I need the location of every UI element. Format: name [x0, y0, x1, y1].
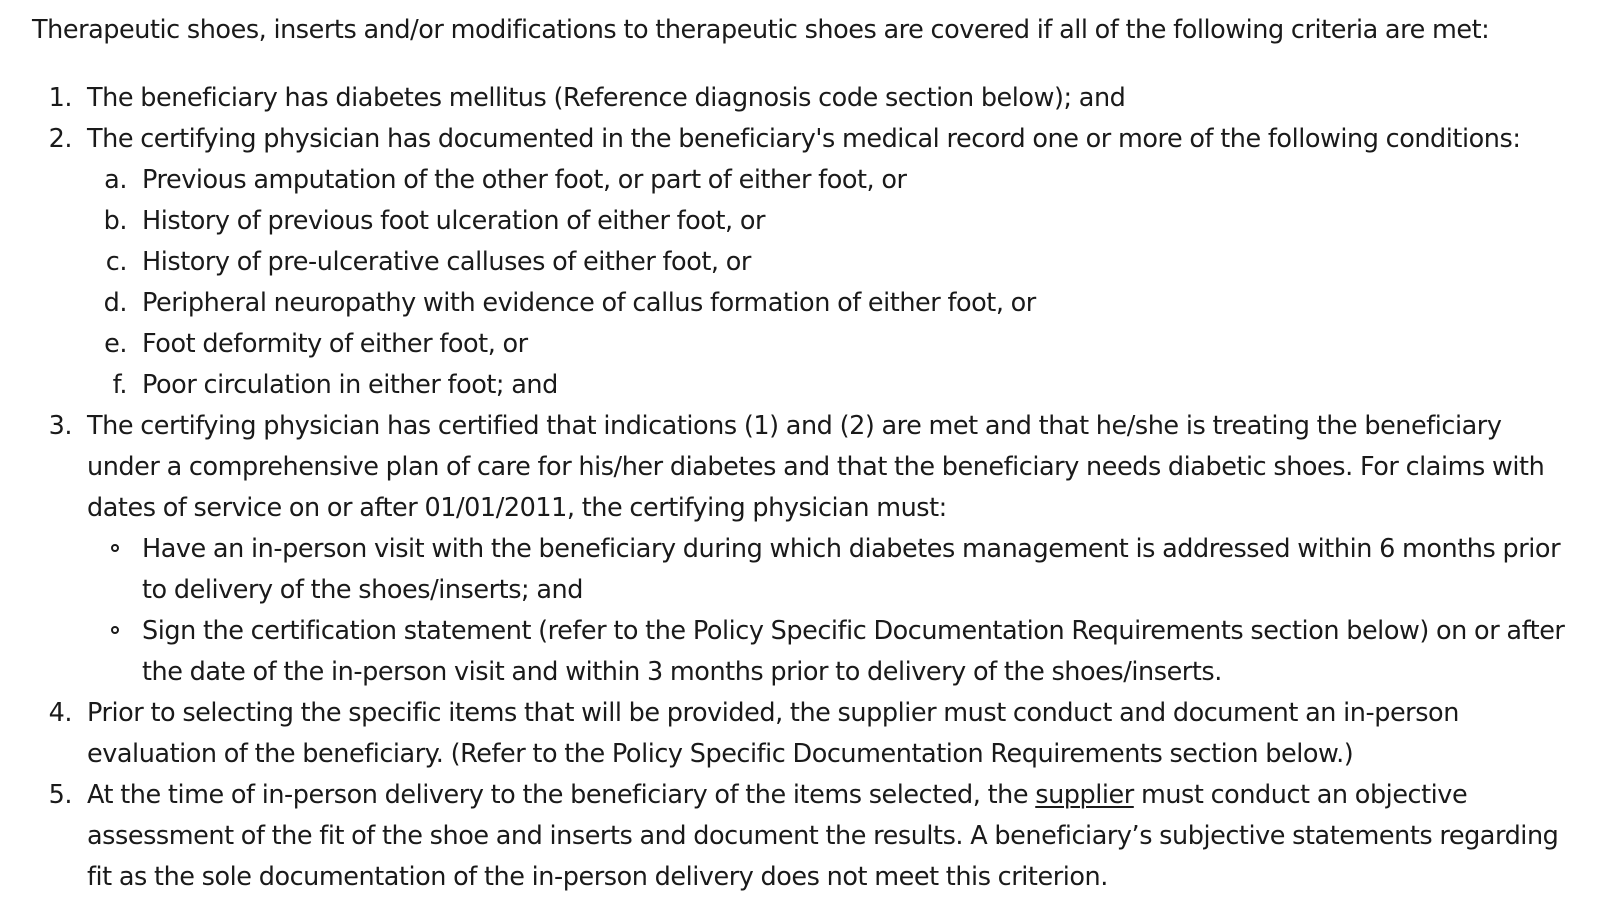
circle-bullet-icon	[111, 544, 119, 552]
supplier-link[interactable]: supplier	[1035, 780, 1134, 810]
criterion-4	[32, 693, 1577, 775]
condition-marker: f.	[112, 370, 127, 400]
condition-item	[87, 242, 1577, 283]
criterion-text-before: At the time of in-person delivery to the beneficiary of the items selected, the	[87, 780, 1036, 810]
condition-text: Previous amputation of the other foot, or part of either foot, or	[142, 165, 907, 195]
criterion-marker: 2.	[48, 124, 72, 154]
criterion-marker: 1.	[48, 83, 72, 113]
criterion-marker: 3.	[48, 411, 72, 441]
condition-text: Peripheral neuropathy with evidence of callus formation of either foot, or	[142, 288, 1036, 318]
criterion-text: The certifying physician has documented in the beneficiary's medical record one or more of the following conditions:	[87, 124, 1521, 154]
condition-marker: e.	[104, 329, 127, 359]
condition-item	[87, 283, 1577, 324]
condition-marker: d.	[103, 288, 127, 318]
criterion-marker: 4.	[48, 698, 72, 728]
criterion-text: The certifying physician has certified that indications (1) and (2) are met and that he/she is treating the beneficiary under a comprehensive plan of care for his/her diabetes and that the beneficiary needs diabetic shoes. For claims with dates of service on or after 01/01/2011, the certifying physician must:	[87, 411, 1545, 523]
requirement-item	[87, 611, 1577, 693]
condition-text: Poor circulation in either foot; and	[142, 370, 558, 400]
criterion-text: Prior to selecting the specific items that will be provided, the supplier must conduct and document an in-person evaluation of the beneficiary. (Refer to the Policy Specific Documentation Requirements section below.)	[87, 698, 1459, 769]
criterion-1	[32, 78, 1577, 119]
criteria-list	[32, 78, 1600, 898]
requirement-text: Have an in-person visit with the beneficiary during which diabetes management is addressed within 6 months prior to delivery of the shoes/inserts; and	[142, 534, 1561, 605]
intro-paragraph: Therapeutic shoes, inserts and/or modifications to therapeutic shoes are covered if all of the following criteria are met:	[32, 15, 1490, 45]
condition-marker: b.	[103, 206, 127, 236]
condition-item	[87, 160, 1577, 201]
condition-text: History of previous foot ulceration of either foot, or	[142, 206, 766, 236]
criterion-5	[32, 775, 1577, 898]
requirements-list	[87, 529, 1577, 693]
criterion-3	[32, 406, 1577, 693]
condition-item	[87, 201, 1577, 242]
circle-bullet-icon	[111, 626, 119, 634]
requirement-text: Sign the certification statement (refer to the Policy Specific Documentation Requirements section below) on or after the date of the in-person visit and within 3 months prior to delivery of the shoes/inserts.	[142, 616, 1565, 687]
criterion-text	[87, 780, 1558, 892]
criterion-marker: 5.	[48, 780, 72, 810]
condition-text: Foot deformity of either foot, or	[142, 329, 528, 359]
condition-item	[87, 365, 1577, 406]
requirement-item	[87, 529, 1577, 611]
condition-marker: a.	[104, 165, 127, 195]
conditions-list	[87, 160, 1577, 406]
condition-marker: c.	[105, 247, 127, 277]
condition-item	[87, 324, 1577, 365]
condition-text: History of pre-ulcerative calluses of either foot, or	[142, 247, 751, 277]
criterion-text-after: must conduct an objective assessment of the fit of the shoe and inserts and document the results. A beneficiary’s subjective statements regarding fit as the sole documentation of the in-person delivery does not meet this criterion.	[87, 780, 1559, 892]
criterion-text: The beneficiary has diabetes mellitus (Reference diagnosis code section below); and	[87, 83, 1126, 113]
criterion-2	[32, 119, 1577, 406]
